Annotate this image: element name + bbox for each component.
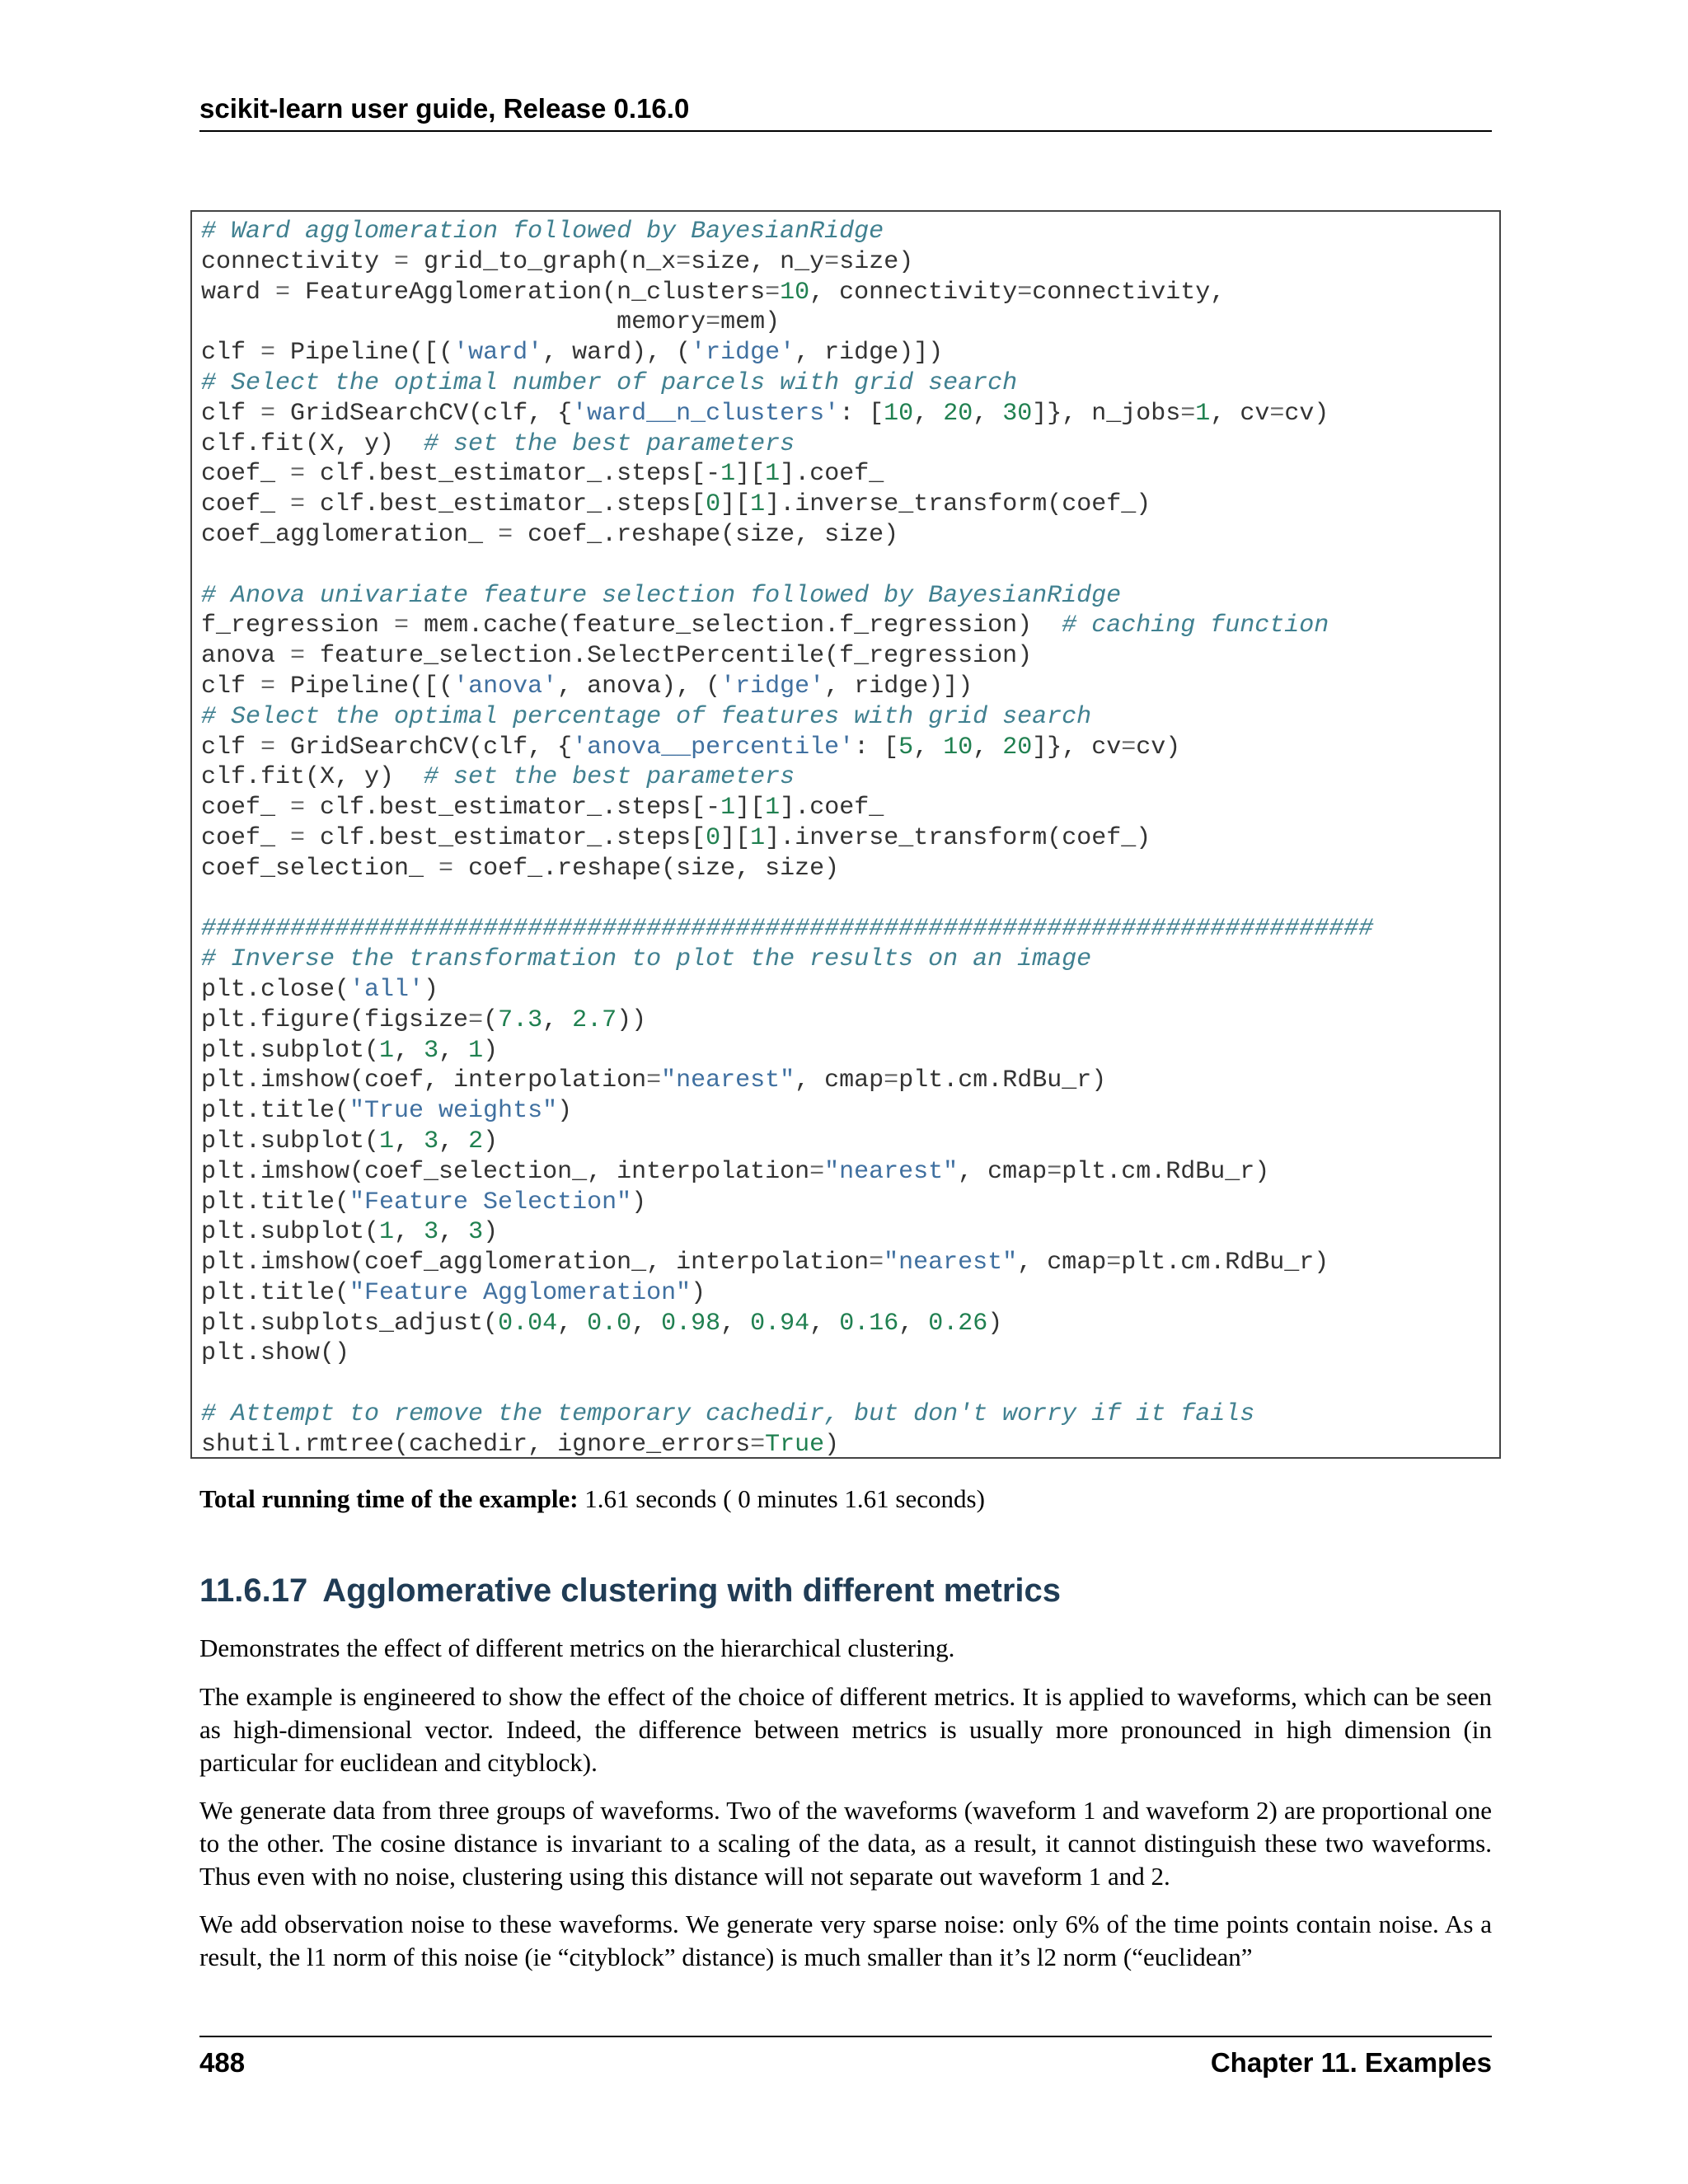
running-time-label: Total running time of the example: [199,1484,579,1513]
code-line: plt.figure(figsize=(7.3, 2.7)) [201,1005,647,1034]
code-line: coef_agglomeration_ = coef_.reshape(size, size) [201,520,899,549]
page-footer [199,2036,1492,2080]
code-line: plt.imshow(coef_agglomeration_, interpolation="nearest", cmap=plt.cm.RdBu_r) [201,1249,1329,1277]
page-number: 488 [199,2047,246,2078]
code-line: clf.fit(X, y) # set the best parameters [201,429,795,458]
chapter-label: Chapter 11. Examples [1210,2047,1492,2078]
code-line: coef_ = clf.best_estimator_.steps[-1][1].coef_ [201,794,884,823]
code-line: plt.subplot(1, 3, 1) [201,1036,499,1065]
code-line: coef_ = clf.best_estimator_.steps[0][1].inverse_transform(coef_) [201,490,1151,519]
code-line: plt.title("True weights") [201,1097,573,1126]
paragraph-intro: Demonstrates the effect of different metrics on the hierarchical clustering. [199,1633,955,1662]
code-line: clf = GridSearchCV(clf, {'ward__n_clusters': [10, 20, 30]}, n_jobs=1, cv=cv) [201,399,1329,428]
code-line: # Attempt to remove the temporary cachedir, but don't worry if it fails [201,1400,1255,1429]
code-line: clf = Pipeline([('ward', ward), ('ridge', ridge)]) [201,339,944,368]
code-line: plt.close('all') [201,975,439,1004]
running-header: scikit-learn user guide, Release 0.16.0 [199,92,1492,132]
running-time [199,1483,985,1515]
code-line: coef_ = clf.best_estimator_.steps[0][1].inverse_transform(coef_) [201,823,1151,852]
code-line: plt.subplots_adjust(0.04, 0.0, 0.98, 0.94, 0.16, 0.26) [201,1309,1003,1338]
code-line: plt.subplot(1, 3, 3) [201,1218,499,1247]
section-number: 11.6.17 [199,1572,308,1609]
code-line: memory=mem) [201,308,781,337]
code-line: plt.title("Feature Agglomeration") [201,1278,706,1307]
code-line: clf = Pipeline([('anova', anova), ('ridge', ridge)]) [201,672,973,701]
code-line: # Select the optimal number of parcels with grid search [201,368,1018,397]
code-line: clf.fit(X, y) # set the best parameters [201,763,795,792]
code-line: # Ward agglomeration followed by BayesianRidge [201,218,884,246]
code-line: plt.show() [201,1339,350,1368]
code-line: clf = GridSearchCV(clf, {'anova__percentile': [5, 10, 20]}, cv=cv) [201,733,1181,762]
code-line: plt.title("Feature Selection") [201,1188,647,1216]
paragraph-engineered: The example is engineered to show the effect of the choice of different metrics. It is applied to waveforms, which can be seen as high-dimensional vector. Indeed, the difference between metrics is usually more pronounced in high dimension (in particular for euclidean and cityblock). [199,1682,1492,1777]
paragraph-waveforms: We generate data from three groups of waveforms. Two of the waveforms (waveform 1 and waveform 2) are proportional one to the other. The cosine distance is invariant to a scaling of the data, as a result, it cannot distinguish these two waveforms. Thus even with no noise, clustering using this distance will not separate out waveform 1 and 2. [199,1796,1492,1891]
code-line: f_regression = mem.cache(feature_selection.f_regression) # caching function [201,612,1329,640]
code-line: plt.subplot(1, 3, 2) [201,1127,499,1155]
code-line: connectivity = grid_to_graph(n_x=size, n_y=size) [201,247,914,276]
running-time-value: 1.61 seconds ( 0 minutes 1.61 seconds) [584,1484,985,1513]
code-listing [201,217,1499,1459]
code-line: shutil.rmtree(cachedir, ignore_errors=True) [201,1430,840,1459]
code-line: ward = FeatureAgglomeration(n_clusters=10, connectivity=connectivity, [201,278,1226,307]
paragraph-noise: We add observation noise to these waveforms. We generate very sparse noise: only 6% of the time points contain noise. As a result, the l1 norm of this noise (ie “cityblock” distance) is much smaller than it’s l2 norm (“euclidean” [199,1910,1492,1971]
code-line: plt.imshow(coef, interpolation="nearest", cmap=plt.cm.RdBu_r) [201,1066,1107,1095]
code-line: anova = feature_selection.SelectPercentile(f_regression) [201,642,1033,671]
section-heading [199,1570,1061,1611]
code-line: plt.imshow(coef_selection_, interpolation="nearest", cmap=plt.cm.RdBu_r) [201,1157,1270,1186]
code-line: # Inverse the transformation to plot the results on an image [201,945,1092,974]
code-line: # Anova univariate feature selection followed by BayesianRidge [201,581,1122,610]
code-block [190,210,1501,1459]
code-line: # Select the optimal percentage of features with grid search [201,702,1092,731]
code-line: ############################################################################### [201,915,1374,944]
code-line: coef_selection_ = coef_.reshape(size, size) [201,854,840,883]
code-line: coef_ = clf.best_estimator_.steps[-1][1].coef_ [201,460,884,489]
section-title: Agglomerative clustering with different metrics [322,1572,1061,1609]
